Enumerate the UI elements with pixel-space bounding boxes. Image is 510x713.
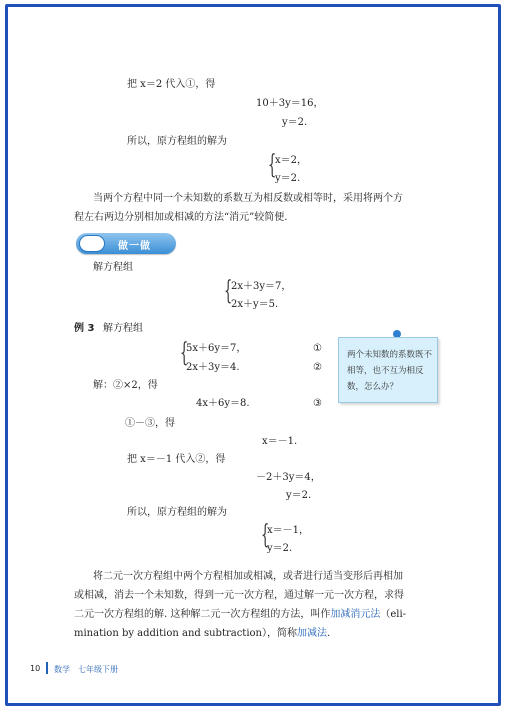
text-line: 把 x＝－1 代入②，得	[127, 454, 226, 465]
text-line: 所以，原方程组的解为	[127, 507, 227, 518]
equation-line: y＝2.	[267, 543, 293, 554]
equation-line: 2x＋3y＝4.	[186, 362, 240, 373]
brace-symbol: {	[261, 520, 270, 550]
equation-line: y＝2.	[282, 117, 308, 128]
text-line: 所以，原方程组的解为	[127, 136, 227, 147]
paragraph-text: （eli-	[380, 609, 407, 620]
equation-line: x＝－1.	[262, 436, 298, 447]
text-line: 解：②×2，得	[93, 380, 158, 391]
paragraph-line	[74, 628, 330, 640]
equation-line: 2x＋3y＝7，	[231, 281, 292, 292]
brace-symbol: {	[224, 276, 233, 306]
equation-line: －2＋3y＝4，	[256, 472, 321, 483]
paragraph-line: 当两个方程中同一个未知数的系数互为相反数或相等时，采用将两个方	[93, 193, 403, 204]
key-term: 加减消元法	[330, 609, 381, 620]
book-title: 数学 七年级下册	[54, 665, 118, 674]
text-line: 解方程组	[103, 323, 143, 334]
example-label: 例 3	[74, 323, 95, 334]
equation-line: x＝2，	[275, 155, 308, 166]
paragraph-line: 程左右两边分别相加或相减的方法“消元”较简便.	[74, 212, 288, 223]
equation-number: ①	[313, 343, 322, 354]
key-term: 加减法	[296, 628, 327, 639]
equation-line: 10＋3y＝16，	[256, 98, 324, 109]
text-line: 把 x＝2 代入①，得	[127, 79, 216, 90]
paragraph-text: 二元一次方程组的解. 这种解二元一次方程组的方法，叫作	[74, 609, 331, 620]
hint-note-text: 两个未知数的系数既不相等，也不互为相反数，怎么办？	[347, 350, 433, 392]
text-line: ①－③，得	[125, 418, 175, 429]
equation-number: ②	[313, 362, 322, 373]
activity-badge	[76, 233, 176, 254]
activity-badge-label: 做一做	[118, 241, 151, 252]
equation-line: x＝－1，	[267, 525, 310, 536]
page-number: 10	[30, 664, 41, 673]
brace-symbol: {	[180, 338, 189, 368]
equation-line: 2x＋y＝5.	[231, 299, 279, 310]
hand-icon	[79, 235, 105, 252]
footer-divider	[46, 662, 48, 674]
brace-symbol: {	[268, 150, 277, 180]
equation-line: y＝2.	[286, 490, 312, 501]
paragraph-line	[74, 609, 406, 621]
paragraph-text: .	[326, 628, 331, 639]
text-line: 解方程组	[93, 262, 133, 273]
equation-line: y＝2.	[275, 173, 301, 184]
equation-line: 4x＋6y＝8.	[196, 398, 250, 409]
hint-note	[338, 337, 438, 403]
equation-line: 5x＋6y＝7，	[186, 343, 247, 354]
equation-number: ③	[313, 398, 322, 409]
paragraph-line: 或相减，消去一个未知数，得到一元一次方程，通过解一元一次方程，求得	[74, 590, 404, 601]
paragraph-line: 将二元一次方程组中两个方程相加或相减，或者进行适当变形后再相加	[93, 571, 403, 582]
paragraph-text: mination by addition and subtraction），简称	[74, 628, 297, 639]
